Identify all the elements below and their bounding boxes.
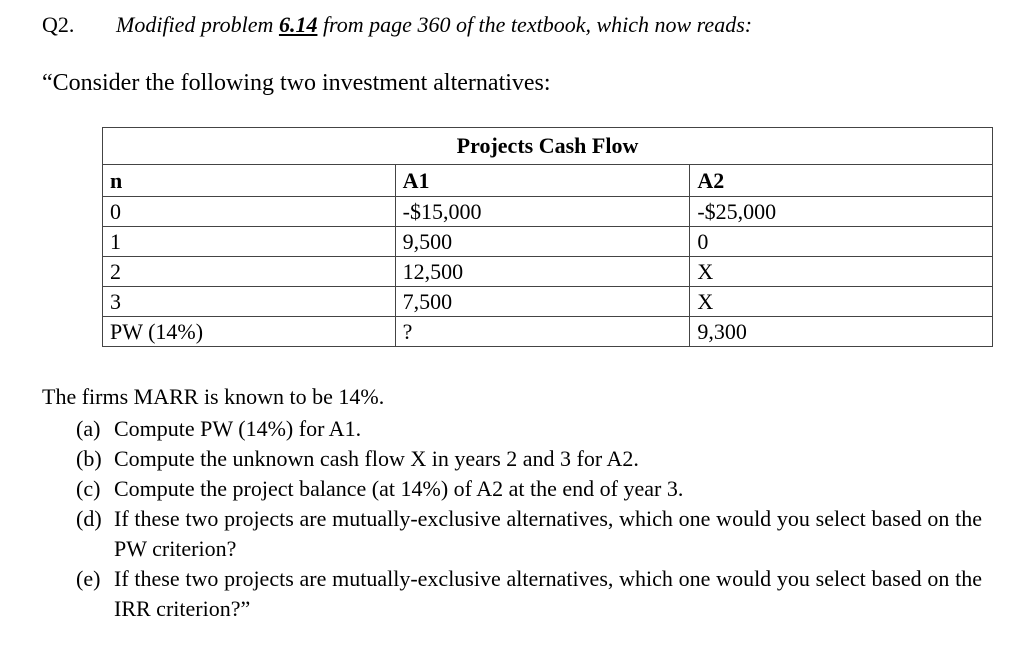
column-header-a2: A2 [690,165,993,197]
marr-statement: The firms MARR is known to be 14%. [42,384,385,409]
question-letter: (a) [76,416,101,441]
question-list [76,414,982,624]
cell-a1: -$15,000 [395,197,690,227]
intro-text-after: from page 360 of the textbook, which now reads: [317,12,753,37]
question-letter: (b) [76,446,102,471]
cell-a2: X [690,257,993,287]
question-item-e [76,564,982,624]
question-letter: (c) [76,476,101,501]
table-row [103,287,993,317]
cell-n: PW (14%) [103,317,396,347]
question-text: If these two projects are mutually-exclusive alternatives, which one would you select based on the IRR criterion?” [114,566,982,621]
column-header-n: n [103,165,396,197]
table-row [103,257,993,287]
cell-a2: -$25,000 [690,197,993,227]
lead-text: “Consider the following two investment alternatives: [42,70,551,96]
question-letter: (d) [76,506,102,531]
question-text: Compute PW (14%) for A1. [114,416,362,441]
question-item-a [76,414,982,444]
problem-intro [116,12,752,37]
cell-n: 0 [103,197,396,227]
table-header-row [103,165,993,197]
cell-n: 3 [103,287,396,317]
question-text: Compute the unknown cash flow X in years 2 and 3 for A2. [114,446,639,471]
table-row [103,317,993,347]
cell-a1: 12,500 [395,257,690,287]
cell-a2: X [690,287,993,317]
question-number: Q2. [42,12,75,37]
cell-n: 2 [103,257,396,287]
question-text: Compute the project balance (at 14%) of A2 at the end of year 3. [114,476,684,501]
cell-n: 1 [103,227,396,257]
column-header-a1: A1 [395,165,690,197]
question-item-b [76,444,982,474]
cell-a1: 7,500 [395,287,690,317]
question-item-d [76,504,982,564]
cell-a1: ? [395,317,690,347]
question-text: If these two projects are mutually-exclusive alternatives, which one would you select based on the PW criterion? [114,506,982,561]
question-letter: (e) [76,566,101,591]
cell-a2: 9,300 [690,317,993,347]
table-row [103,197,993,227]
table-row [103,227,993,257]
intro-text-before: Modified problem [116,12,279,37]
problem-reference: 6.14 [278,12,318,37]
cell-a2: 0 [690,227,993,257]
cash-flow-table [102,127,993,347]
question-item-c [76,474,982,504]
table-title: Projects Cash Flow [103,128,993,165]
cell-a1: 9,500 [395,227,690,257]
question-header [42,12,752,38]
